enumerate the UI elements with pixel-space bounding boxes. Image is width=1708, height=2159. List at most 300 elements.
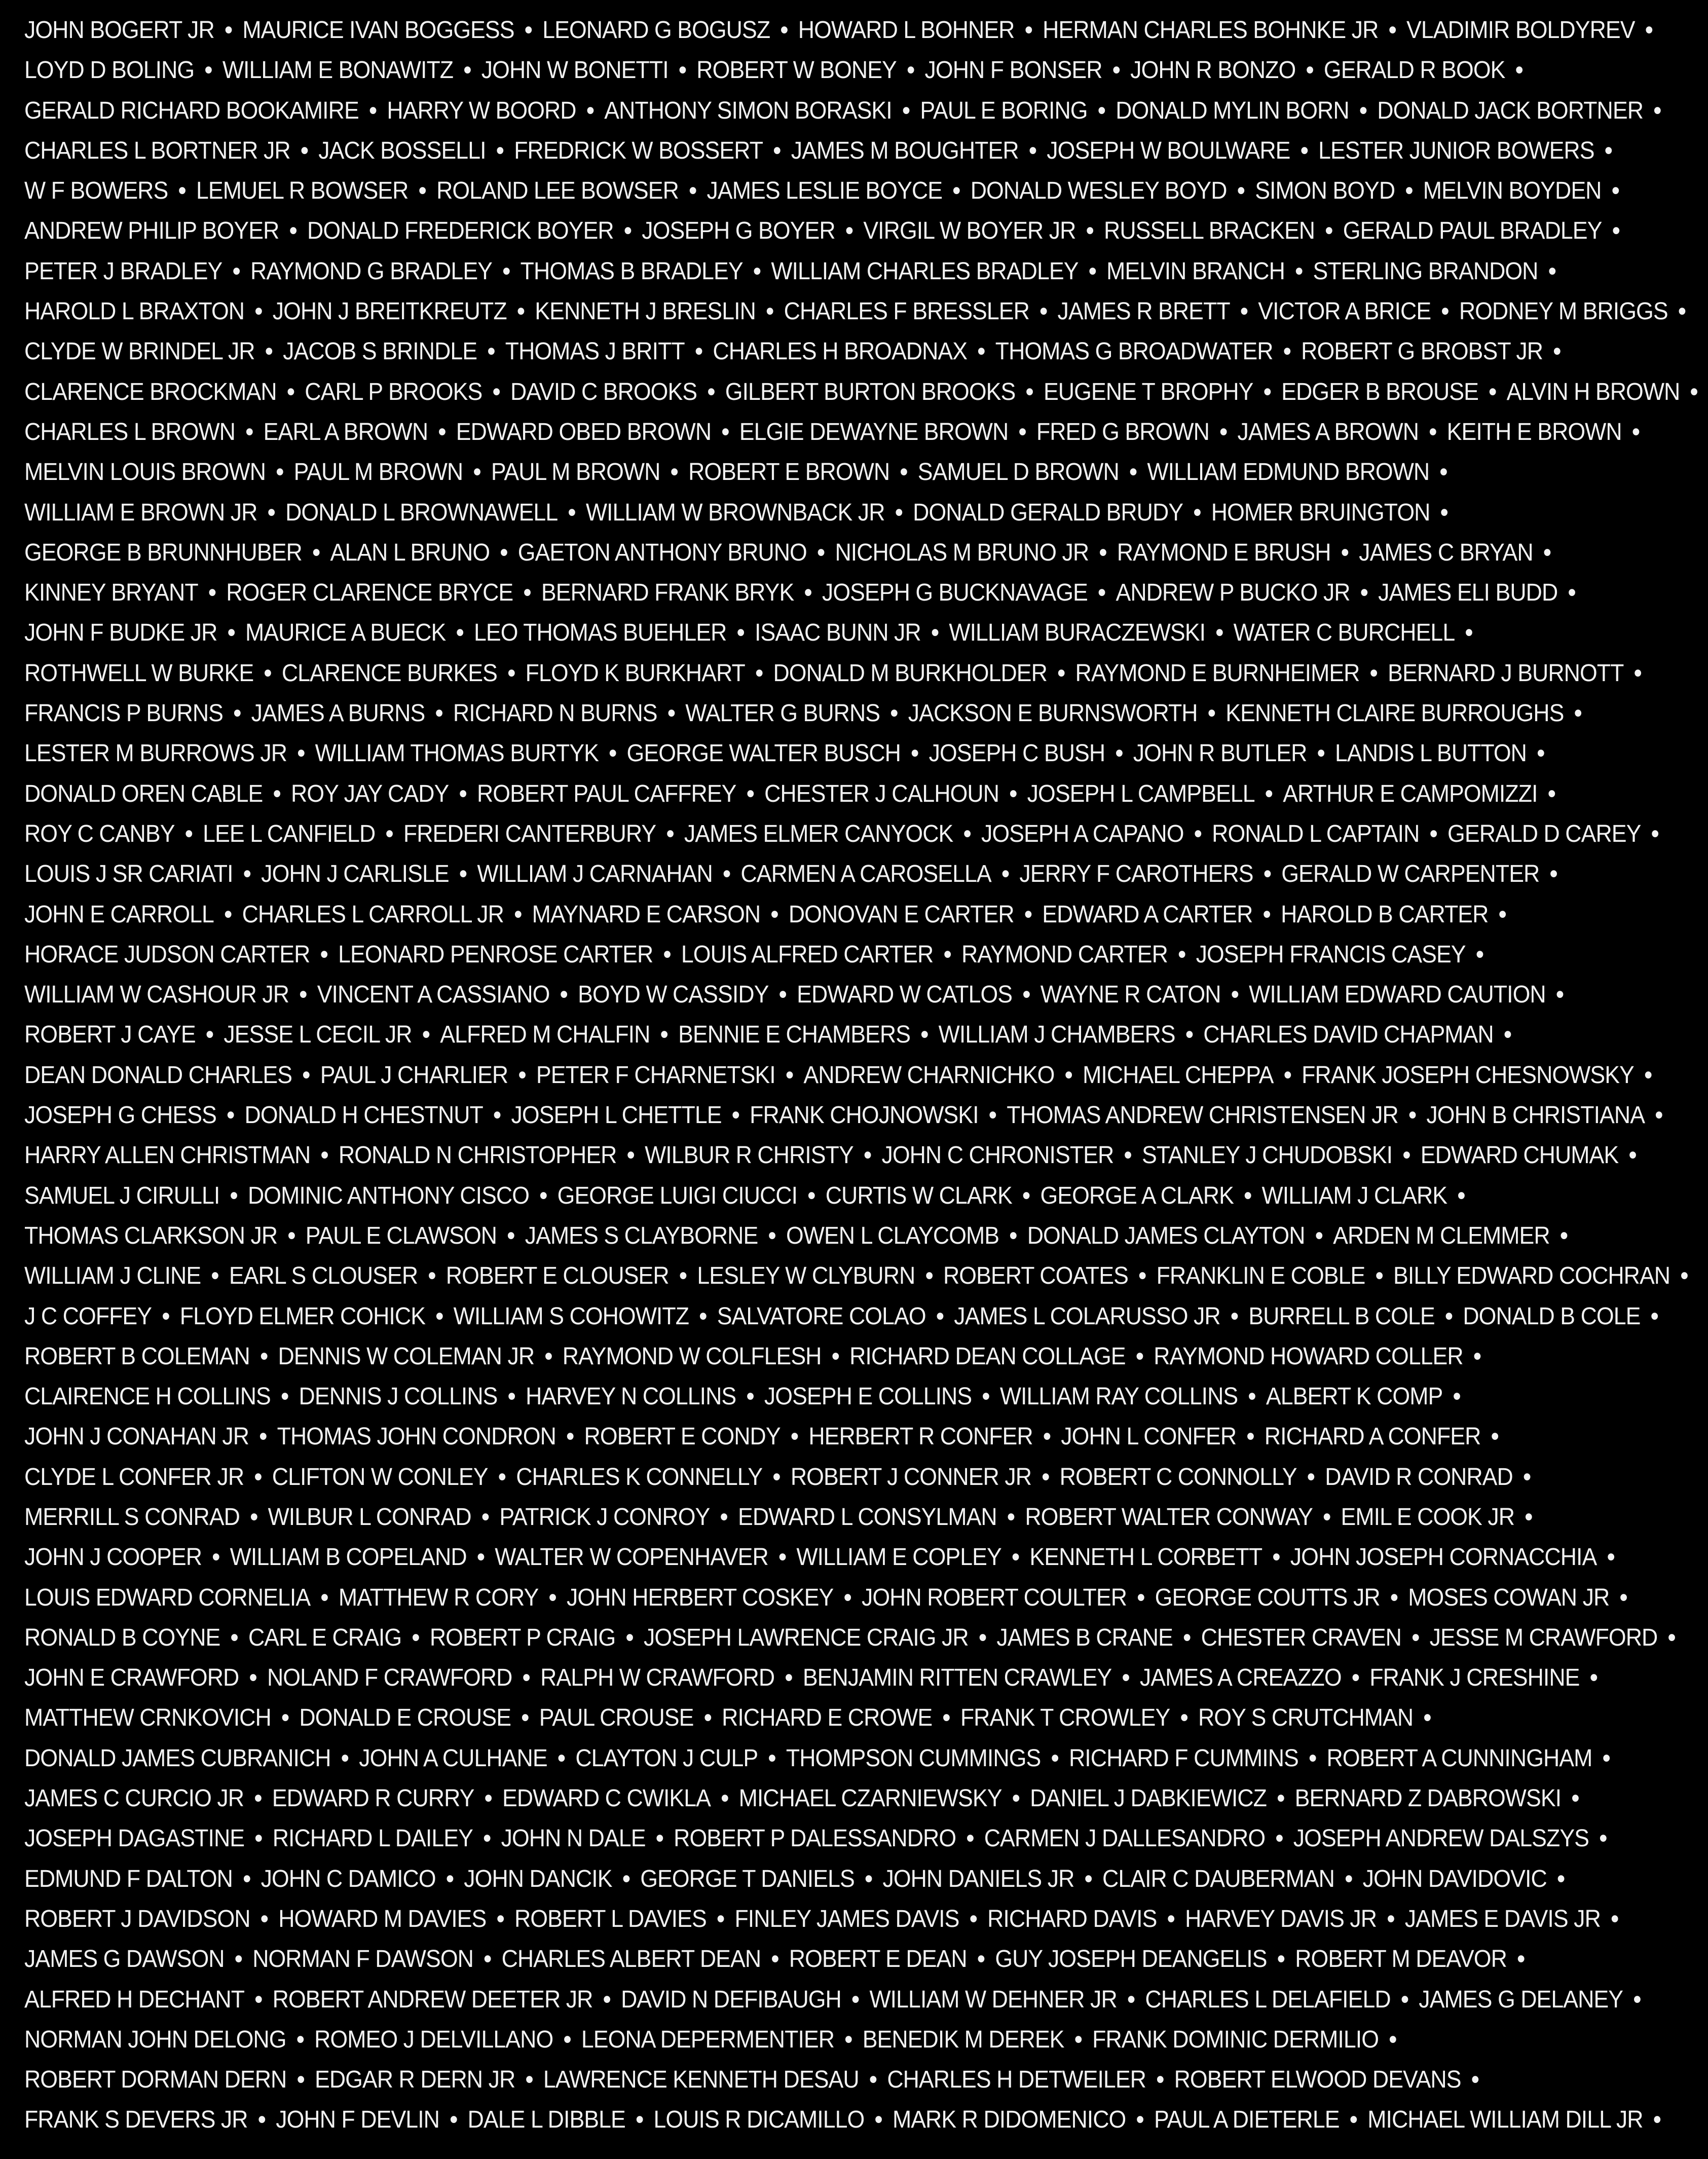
name-row	[24, 573, 1674, 613]
name-separator-dot: •	[1167, 1905, 1175, 1932]
name-separator-dot: •	[250, 1503, 258, 1531]
name-separator-dot: •	[1402, 1142, 1410, 1169]
engraved-name: KEITH E BROWN	[1446, 418, 1622, 445]
engraved-name: GERALD PAUL BRADLEY	[1343, 217, 1602, 245]
name-separator-dot: •	[1089, 257, 1096, 285]
engraved-name: ALFRED H DECHANT	[24, 1986, 245, 2013]
name-separator-dot: •	[1122, 1664, 1130, 1692]
engraved-name: HARVEY N COLLINS	[526, 1383, 736, 1410]
name-separator-dot: •	[1498, 901, 1506, 928]
engraved-name: DALE L DIBBLE	[467, 2106, 625, 2134]
engraved-name: WILLIAM E BONAWITZ	[222, 57, 454, 84]
name-separator-dot: •	[1650, 1302, 1658, 1330]
engraved-name: DONALD M BURKHOLDER	[773, 659, 1047, 687]
engraved-name: MATTHEW R CORY	[338, 1584, 539, 1611]
engraved-name: JOHN J COOPER	[24, 1544, 202, 1571]
engraved-name: FREDERI CANTERBURY	[403, 820, 656, 847]
engraved-name: HERBERT R CONFER	[808, 1423, 1033, 1450]
name-separator-dot: •	[1323, 1503, 1331, 1531]
engraved-name: DONALD L BROWNAWELL	[285, 499, 558, 526]
name-separator-dot: •	[1667, 1624, 1676, 1651]
engraved-name: VIRGIL W BOYER JR	[863, 217, 1076, 245]
name-separator-dot: •	[296, 2026, 304, 2053]
engraved-name: JAMES L COLARUSSO JR	[954, 1302, 1220, 1330]
engraved-name: FRANK J CRESHINE	[1369, 1664, 1580, 1692]
engraved-name: RAYMOND E BRUSH	[1117, 539, 1331, 566]
name-separator-dot: •	[267, 499, 275, 526]
name-separator-dot: •	[1653, 2106, 1661, 2134]
engraved-name: ROBERT ANDREW DEETER JR	[272, 1986, 593, 2013]
engraved-name: JAMES G DELANEY	[1419, 1986, 1623, 2013]
name-separator-dot: •	[1632, 418, 1640, 445]
name-separator-dot: •	[1574, 700, 1582, 727]
name-separator-dot: •	[456, 619, 464, 647]
engraved-name: MELVIN BRANCH	[1106, 257, 1285, 285]
engraved-name: JOHN C CHRONISTER	[881, 1142, 1114, 1169]
engraved-name: ROBERT E CONDY	[584, 1423, 781, 1450]
name-separator-dot: •	[1644, 1061, 1652, 1089]
name-separator-dot: •	[477, 1544, 485, 1571]
name-separator-dot: •	[422, 1021, 430, 1049]
name-separator-dot: •	[1537, 740, 1545, 767]
engraved-name: THOMAS J BRITT	[505, 338, 685, 365]
engraved-name: DANIEL J DABKIEWICZ	[1030, 1785, 1267, 1812]
engraved-name: JOHN ROBERT COULTER	[861, 1584, 1127, 1611]
name-separator-dot: •	[1283, 338, 1291, 365]
engraved-name: CHARLES H DETWEILER	[887, 2066, 1146, 2094]
name-separator-dot: •	[232, 257, 240, 285]
name-separator-dot: •	[907, 57, 915, 84]
name-separator-dot: •	[746, 780, 754, 807]
engraved-name: PAUL M BROWN	[293, 459, 463, 486]
name-separator-dot: •	[804, 579, 812, 607]
name-separator-dot: •	[865, 1865, 872, 1892]
engraved-name: LANDIS L BUTTON	[1335, 740, 1527, 767]
engraved-name: ANTHONY SIMON BORASKI	[604, 97, 892, 124]
engraved-name: JESSE M CRAWFORD	[1429, 1624, 1658, 1651]
name-separator-dot: •	[261, 1905, 268, 1932]
name-separator-dot: •	[558, 1744, 565, 1772]
engraved-name: ROBERT L DAVIES	[514, 1905, 707, 1932]
engraved-name: JAMES A BURNS	[251, 700, 425, 727]
engraved-name: JOSEPH W BOULWARE	[1047, 137, 1290, 164]
engraved-name: GEORGE WALTER BUSCH	[626, 740, 901, 767]
engraved-name: RICHARD L DAILEY	[272, 1825, 473, 1852]
name-separator-dot: •	[1389, 2026, 1397, 2053]
name-separator-dot: •	[1237, 177, 1245, 205]
engraved-name: W F BOWERS	[24, 177, 168, 205]
engraved-name: GEORGE B BRUNNHUBER	[24, 539, 302, 566]
name-separator-dot: •	[1244, 1182, 1252, 1209]
name-separator-dot: •	[1517, 1946, 1525, 1973]
name-separator-dot: •	[514, 901, 522, 928]
engraved-name: RUSSELL BRACKEN	[1104, 217, 1315, 245]
name-separator-dot: •	[481, 1503, 489, 1531]
name-row	[24, 774, 1674, 814]
engraved-name: JOSEPH FRANCIS CASEY	[1196, 941, 1466, 968]
name-separator-dot: •	[1042, 1463, 1050, 1491]
engraved-name: ROBERT ELWOOD DEVANS	[1174, 2066, 1461, 2094]
name-separator-dot: •	[943, 941, 951, 968]
name-separator-dot: •	[523, 579, 531, 607]
engraved-name: RICHARD F CUMMINS	[1068, 1744, 1298, 1772]
engraved-name: JOHN W BONETTI	[481, 57, 669, 84]
name-separator-dot: •	[254, 298, 263, 325]
name-separator-dot: •	[1680, 1262, 1688, 1290]
engraved-name: GERALD RICHARD BOOKAMIRE	[24, 97, 359, 124]
engraved-name: JESSE L CECIL JR	[224, 1021, 412, 1049]
name-separator-dot: •	[450, 2106, 458, 2134]
name-separator-dot: •	[1360, 579, 1368, 607]
name-row	[24, 331, 1674, 371]
engraved-name: BERNARD J BURNOTT	[1388, 659, 1624, 687]
name-row	[24, 2020, 1674, 2060]
engraved-name: JOHN E CRAWFORD	[24, 1664, 239, 1692]
engraved-name: CHESTER J CALHOUN	[764, 780, 999, 807]
engraved-name: ROBERT W BONEY	[696, 57, 897, 84]
engraved-name: EDWARD CHUMAK	[1420, 1142, 1619, 1169]
name-separator-dot: •	[204, 57, 212, 84]
name-separator-dot: •	[1231, 981, 1239, 1009]
name-separator-dot: •	[1655, 1102, 1663, 1129]
name-separator-dot: •	[254, 1825, 263, 1852]
engraved-name: WILLIAM CHARLES BRADLEY	[771, 257, 1079, 285]
engraved-name: JOHN N DALE	[501, 1825, 646, 1852]
engraved-name: JAMES B CRANE	[996, 1624, 1173, 1651]
name-separator-dot: •	[952, 177, 960, 205]
name-separator-dot: •	[902, 97, 910, 124]
name-separator-dot: •	[778, 981, 787, 1009]
engraved-name: EDGAR R DERN JR	[314, 2066, 515, 2094]
name-separator-dot: •	[435, 1302, 443, 1330]
name-separator-dot: •	[1548, 257, 1556, 285]
name-separator-dot: •	[660, 1021, 668, 1049]
engraved-name: RAYMOND CARTER	[961, 941, 1168, 968]
engraved-name: DEAN DONALD CHARLES	[24, 1061, 292, 1089]
name-separator-dot: •	[507, 1383, 515, 1410]
engraved-name: RICHARD A CONFER	[1264, 1423, 1481, 1450]
name-separator-dot: •	[1180, 1704, 1188, 1732]
name-row	[24, 1939, 1674, 1979]
name-separator-dot: •	[982, 1383, 990, 1410]
name-row	[24, 131, 1674, 171]
name-separator-dot: •	[230, 1624, 238, 1651]
name-separator-dot: •	[851, 1986, 860, 2013]
name-separator-dot: •	[418, 177, 426, 205]
engraved-name: NOLAND F CRAWFORD	[267, 1664, 512, 1692]
name-separator-dot: •	[1611, 1905, 1619, 1932]
name-row	[24, 50, 1674, 90]
name-separator-dot: •	[1025, 378, 1033, 405]
engraved-name: EDMUND F DALTON	[24, 1865, 233, 1892]
name-separator-dot: •	[1012, 1544, 1019, 1571]
name-separator-dot: •	[233, 700, 241, 727]
name-separator-dot: •	[721, 1785, 729, 1812]
name-separator-dot: •	[1423, 1704, 1431, 1732]
name-separator-dot: •	[517, 298, 525, 325]
engraved-name: MICHAEL WILLIAM DILL JR	[1367, 2106, 1643, 2134]
engraved-name: WILLIAM EDWARD CAUTION	[1249, 981, 1546, 1009]
name-separator-dot: •	[1388, 17, 1396, 44]
engraved-name: ISAAC BUNN JR	[755, 619, 921, 647]
engraved-name: JOHN F BUDKE JR	[24, 619, 217, 647]
name-separator-dot: •	[299, 981, 307, 1009]
engraved-name: LOUIS R DICAMILLO	[653, 2106, 865, 2134]
engraved-name: DONALD JAMES CLAYTON	[1027, 1222, 1305, 1249]
name-separator-dot: •	[254, 1785, 262, 1812]
engraved-name: ANDREW P BUCKO JR	[1116, 579, 1350, 607]
name-separator-dot: •	[1645, 17, 1653, 44]
name-separator-dot: •	[1387, 1905, 1395, 1932]
name-separator-dot: •	[1009, 780, 1017, 807]
name-separator-dot: •	[1441, 298, 1449, 325]
engraved-name: DAVID C BROOKS	[510, 378, 697, 405]
engraved-name: WAYNE R CATON	[1040, 981, 1221, 1009]
name-separator-dot: •	[1136, 2106, 1144, 2134]
engraved-name: MAURICE IVAN BOGGESS	[242, 17, 514, 44]
name-separator-dot: •	[1178, 941, 1186, 968]
engraved-name: ROBERT P CRAIG	[429, 1624, 616, 1651]
name-separator-dot: •	[1309, 1744, 1317, 1772]
name-separator-dot: •	[412, 1624, 420, 1651]
engraved-name: FLOYD ELMER COHICK	[179, 1302, 426, 1330]
engraved-name: PAUL CROUSE	[539, 1704, 694, 1732]
engraved-name: RICHARD DEAN COLLAGE	[849, 1343, 1126, 1370]
engraved-name: ROBERT P DALESSANDRO	[674, 1825, 956, 1852]
name-separator-dot: •	[487, 338, 495, 365]
engraved-name: ROBERT E BROWN	[688, 459, 890, 486]
engraved-name: THOMAS ANDREW CHRISTENSEN JR	[1007, 1102, 1398, 1129]
name-separator-dot: •	[211, 1262, 219, 1290]
name-separator-dot: •	[1678, 298, 1686, 325]
name-separator-dot: •	[869, 2066, 877, 2094]
name-separator-dot: •	[206, 1021, 213, 1049]
name-separator-dot: •	[235, 1946, 242, 1973]
engraved-name: EDWARD R CURRY	[272, 1785, 474, 1812]
engraved-name: LEONARD G BOGUSZ	[542, 17, 770, 44]
name-row	[24, 1980, 1674, 2020]
engraved-name: JAMES ELMER CANYOCK	[684, 820, 953, 847]
name-separator-dot: •	[1007, 1503, 1015, 1531]
engraved-name: VLADIMIR BOLDYREV	[1406, 17, 1635, 44]
engraved-name: JOSEPH G CHESS	[24, 1102, 216, 1129]
name-row	[24, 1738, 1674, 1778]
name-separator-dot: •	[942, 1704, 950, 1732]
name-separator-dot: •	[496, 137, 504, 164]
engraved-name: MERRILL S CONRAD	[24, 1503, 240, 1531]
engraved-name: JOSEPH C BUSH	[929, 740, 1105, 767]
name-separator-dot: •	[791, 1423, 798, 1450]
name-separator-dot: •	[989, 1102, 996, 1129]
name-separator-dot: •	[609, 740, 617, 767]
name-separator-dot: •	[1001, 861, 1009, 888]
name-separator-dot: •	[1098, 97, 1105, 124]
engraved-name: ARTHUR E CAMPOMIZZI	[1283, 780, 1538, 807]
engraved-name: RICHARD DAVIS	[987, 1905, 1157, 1932]
name-separator-dot: •	[259, 1423, 267, 1450]
engraved-name: CARL E CRAIG	[248, 1624, 402, 1651]
engraved-name: DAVID R CONRAD	[1325, 1463, 1513, 1491]
name-row	[24, 1256, 1688, 1296]
engraved-name: JOHN J CONAHAN JR	[24, 1423, 249, 1450]
engraved-name: KENNETH CLAIRE BURROUGHS	[1226, 700, 1564, 727]
engraved-name: ANDREW PHILIP BOYER	[24, 217, 279, 245]
name-row	[24, 1818, 1674, 1858]
engraved-name: WILLIAM B COPELAND	[230, 1544, 467, 1571]
name-separator-dot: •	[1515, 57, 1523, 84]
engraved-name: DONALD WESLEY BOYD	[970, 177, 1227, 205]
name-separator-dot: •	[845, 217, 853, 245]
engraved-name: DONALD JAMES CUBRANICH	[24, 1744, 331, 1772]
engraved-name: JOHN BOGERT JR	[24, 17, 214, 44]
name-separator-dot: •	[1525, 1503, 1533, 1531]
name-separator-dot: •	[717, 1905, 725, 1932]
name-separator-dot: •	[1549, 861, 1557, 888]
name-separator-dot: •	[1283, 1061, 1291, 1089]
name-separator-dot: •	[1064, 1061, 1072, 1089]
name-separator-dot: •	[539, 1182, 547, 1209]
name-separator-dot: •	[258, 2106, 266, 2134]
name-separator-dot: •	[1401, 1986, 1408, 2013]
name-separator-dot: •	[1523, 1463, 1531, 1491]
engraved-name: SIMON BOYD	[1255, 177, 1395, 205]
name-separator-dot: •	[1086, 217, 1094, 245]
name-separator-dot: •	[1127, 1986, 1135, 2013]
engraved-name: FRANK DOMINIC DERMILIO	[1092, 2026, 1379, 2053]
engraved-name: JOHN B CHRISTIANA	[1426, 1102, 1645, 1129]
name-separator-dot: •	[586, 97, 594, 124]
engraved-name: GEORGE T DANIELS	[640, 1865, 855, 1892]
name-separator-dot: •	[1098, 579, 1106, 607]
name-separator-dot: •	[736, 619, 745, 647]
engraved-name: ROBERT J CAYE	[24, 1021, 196, 1049]
engraved-name: WILLIAM RAY COLLINS	[999, 1383, 1238, 1410]
name-separator-dot: •	[566, 1423, 574, 1450]
engraved-name: ALAN L BRUNO	[330, 539, 490, 566]
engraved-name: EUGENE T BROPHY	[1043, 378, 1253, 405]
engraved-name: THOMAS B BRADLEY	[520, 257, 743, 285]
name-separator-dot: •	[1690, 378, 1698, 405]
engraved-name: ROY JAY CADY	[291, 780, 449, 807]
engraved-name: RAYMOND E BURNHEIMER	[1075, 659, 1360, 687]
name-row	[24, 1497, 1674, 1537]
name-separator-dot: •	[1341, 539, 1349, 566]
engraved-name: MICHAEL CZARNIEWSKY	[738, 1785, 1002, 1812]
name-separator-dot: •	[446, 1865, 454, 1892]
engraved-name: ROBERT WALTER CONWAY	[1025, 1503, 1313, 1531]
name-separator-dot: •	[636, 2106, 644, 2134]
engraved-name: JERRY F CAROTHERS	[1019, 861, 1253, 888]
name-separator-dot: •	[1605, 137, 1612, 164]
engraved-name: ALFRED M CHALFIN	[440, 1021, 650, 1049]
name-separator-dot: •	[1231, 1302, 1238, 1330]
name-separator-dot: •	[1024, 901, 1032, 928]
name-separator-dot: •	[624, 217, 632, 245]
engraved-name: JOSEPH ANDREW DALSZYS	[1293, 1825, 1589, 1852]
engraved-name: JAMES R BRETT	[1057, 298, 1230, 325]
name-separator-dot: •	[770, 901, 778, 928]
name-separator-dot: •	[977, 1946, 985, 1973]
engraved-name: WILLIAM THOMAS BURTYK	[315, 740, 599, 767]
engraved-name: JOSEPH G BUCKNAVAGE	[822, 579, 1088, 607]
name-separator-dot: •	[1208, 700, 1215, 727]
name-separator-dot: •	[1556, 981, 1564, 1009]
engraved-name: PAUL A DIETERLE	[1154, 2106, 1340, 2134]
engraved-name: ANDREW CHARNICHKO	[803, 1061, 1055, 1089]
engraved-name: DENNIS W COLEMAN JR	[278, 1343, 535, 1370]
engraved-name: MAURICE A BUECK	[245, 619, 446, 647]
engraved-name: ROBERT DORMAN DERN	[24, 2066, 287, 2094]
name-separator-dot: •	[1215, 619, 1223, 647]
engraved-name: ROBERT B COLEMAN	[24, 1343, 250, 1370]
engraved-name: WILLIAM W CASHOUR JR	[24, 981, 289, 1009]
engraved-name: RODNEY M BRIGGS	[1459, 298, 1668, 325]
engraved-name: GUY JOSEPH DEANGELIS	[995, 1946, 1267, 1973]
engraved-name: MICHAEL CHEPPA	[1083, 1061, 1274, 1089]
name-separator-dot: •	[663, 941, 671, 968]
name-separator-dot: •	[502, 257, 510, 285]
engraved-name: J C COFFEY	[24, 1302, 152, 1330]
engraved-name: LEMUEL R BOWSER	[196, 177, 409, 205]
engraved-name: THOMAS G BROADWATER	[995, 338, 1273, 365]
engraved-name: JOHN J CARLISLE	[261, 861, 449, 888]
engraved-name: JOHN R BUTLER	[1133, 740, 1307, 767]
name-separator-dot: •	[977, 338, 985, 365]
engraved-name: ROBERT A CUNNINGHAM	[1326, 1744, 1592, 1772]
engraved-name: HOWARD L BOHNER	[798, 17, 1015, 44]
engraved-name: DENNIS J COLLINS	[299, 1383, 498, 1410]
name-separator-dot: •	[1504, 1021, 1511, 1049]
name-separator-dot: •	[1156, 2066, 1164, 2094]
engraved-name: WILLIAM E COPLEY	[796, 1544, 1001, 1571]
name-separator-dot: •	[1653, 97, 1661, 124]
name-separator-dot: •	[1277, 1785, 1285, 1812]
name-separator-dot: •	[1193, 499, 1201, 526]
engraved-name: LEONARD PENROSE CARTER	[338, 941, 653, 968]
engraved-name: ROBERT COATES	[943, 1262, 1128, 1290]
engraved-name: DONALD E CROUSE	[299, 1704, 511, 1732]
engraved-name: GERALD R BOOK	[1323, 57, 1505, 84]
name-separator-dot: •	[1473, 1343, 1481, 1370]
name-separator-dot: •	[227, 1102, 235, 1129]
name-separator-dot: •	[670, 459, 678, 486]
engraved-name: BERNARD FRANK BRYK	[541, 579, 794, 607]
name-separator-dot: •	[931, 619, 939, 647]
engraved-name: MOSES COWAN JR	[1408, 1584, 1610, 1611]
engraved-name: WILLIAM E BROWN JR	[24, 499, 257, 526]
engraved-name: ROBERT M DEAVOR	[1295, 1946, 1507, 1973]
name-separator-dot: •	[243, 861, 251, 888]
engraved-name: SAMUEL D BROWN	[917, 459, 1119, 486]
engraved-name: FLOYD K BURKHART	[525, 659, 745, 687]
engraved-name: HARRY ALLEN CHRISTMAN	[24, 1142, 311, 1169]
engraved-name: JAMES S CLAYBORNE	[525, 1222, 758, 1249]
name-separator-dot: •	[225, 17, 232, 44]
name-row	[24, 1658, 1674, 1698]
engraved-name: JACKSON E BURNSWORTH	[908, 700, 1198, 727]
name-row	[24, 895, 1674, 935]
name-separator-dot: •	[1138, 1262, 1146, 1290]
name-row	[24, 291, 1686, 331]
name-separator-dot: •	[459, 780, 467, 807]
name-separator-dot: •	[249, 1664, 257, 1692]
engraved-name: NICHOLAS M BRUNO JR	[835, 539, 1089, 566]
engraved-name: CLIFTON W CONLEY	[272, 1463, 488, 1491]
engraved-name: CHESTER CRAVEN	[1201, 1624, 1401, 1651]
engraved-name: SAMUEL J CIRULLI	[24, 1182, 220, 1209]
engraved-name: RONALD L CAPTAIN	[1212, 820, 1420, 847]
name-separator-dot: •	[254, 1463, 262, 1491]
